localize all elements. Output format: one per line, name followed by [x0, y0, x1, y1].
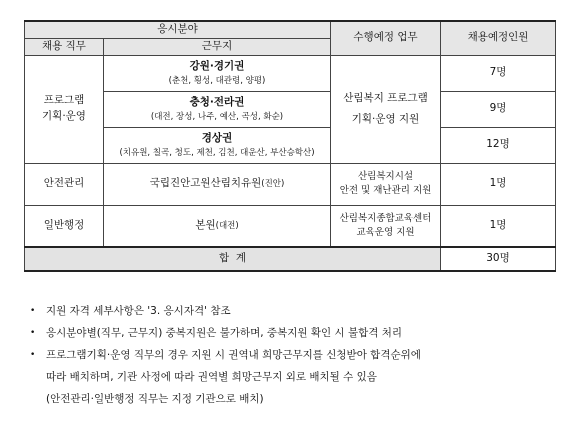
workplace-location: (진안) [261, 179, 285, 190]
note-item [30, 322, 570, 344]
count-cell: 9명 [441, 91, 556, 127]
region-locations: (대전, 장성, 나주, 예산, 곡성, 화순) [150, 111, 284, 122]
workplace-cell [104, 91, 331, 127]
workplace-cell [104, 55, 331, 91]
total-label: 합 계 [25, 247, 441, 271]
duty-admin: 산림복지종합교육센터 교육운영 지원 [331, 205, 441, 247]
duty-program: 산림복지 프로그램 기획·운영 지원 [331, 55, 441, 163]
recruitment-table [24, 20, 556, 272]
workplace-location: (대전) [215, 220, 239, 231]
region-locations: (춘천, 횡성, 대관령, 양평) [168, 75, 266, 86]
notes-section [30, 300, 570, 410]
note-continuation: 따라 배치하며, 기관 사정에 따라 권역별 희망근무지 외로 배치될 수 있음 [46, 371, 377, 383]
workplace-cell [104, 127, 331, 163]
region-name: 강원·경기권 [189, 59, 245, 72]
bullet-icon: • [30, 328, 36, 338]
bullet-icon: • [30, 306, 36, 316]
note-item [30, 300, 570, 322]
region-locations: (치유원, 칠곡, 청도, 제천, 김천, 대운산, 부산승학산) [119, 147, 315, 158]
header-count: 채용예정인원 [441, 21, 556, 55]
region-name: 충청·전라권 [189, 95, 245, 108]
note-item [30, 344, 570, 366]
note-text: 지원 자격 세부사항은 '3. 응시자격' 참조 [46, 305, 231, 317]
workplace-cell [104, 163, 331, 205]
workplace-cell [104, 205, 331, 247]
bullet-icon: • [30, 350, 36, 360]
note-text: 프로그램기획·운영 직무의 경우 지원 시 권역내 희망근무지를 신청받아 합격순위에 [46, 349, 421, 361]
position-program: 프로그램 기획·운영 [25, 55, 104, 163]
note-text: 응시분야별(직무, 근무지) 중복지원은 불가하며, 중복지원 확인 시 불합격 처리 [46, 327, 403, 339]
count-cell: 12명 [441, 127, 556, 163]
note-continuation: (안전관리·일반행정 직무는 지정 기관으로 배치) [46, 393, 264, 405]
header-field: 응시분야 [25, 21, 331, 38]
header-position: 채용 직무 [25, 38, 104, 55]
position-safety: 안전관리 [25, 163, 104, 205]
header-workplace: 근무지 [104, 38, 331, 55]
header-duty: 수행예정 업무 [331, 21, 441, 55]
count-cell: 7명 [441, 55, 556, 91]
count-cell: 1명 [441, 163, 556, 205]
region-name: 경상권 [201, 131, 233, 144]
count-cell: 1명 [441, 205, 556, 247]
workplace-name: 국립진안고원산림치유원 [149, 177, 262, 190]
total-count: 30명 [441, 247, 556, 271]
position-admin: 일반행정 [25, 205, 104, 247]
workplace-name: 본원 [195, 218, 216, 231]
duty-safety: 산림복지시설 안전 및 재난관리 지원 [331, 163, 441, 205]
